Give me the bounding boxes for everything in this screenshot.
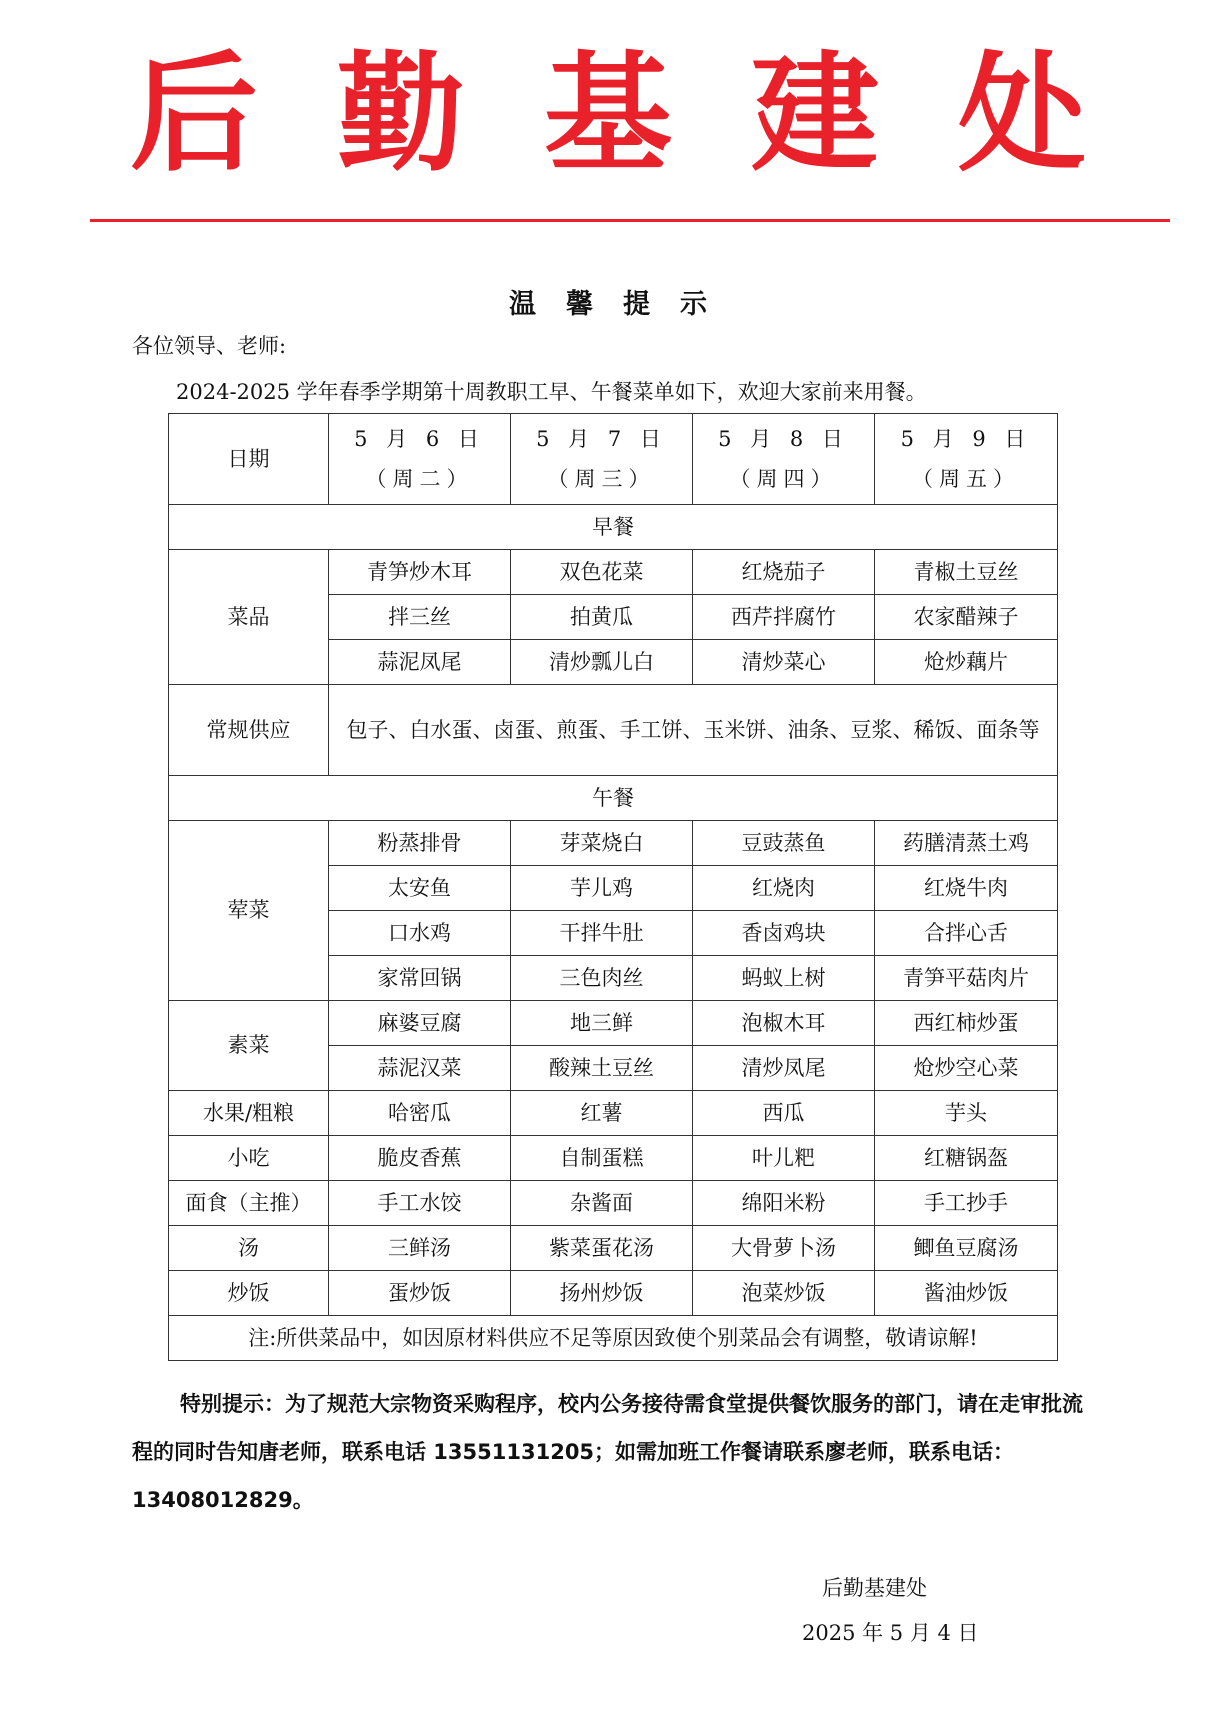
menu-table	[168, 413, 1058, 1361]
dish-cell: 拍黄瓜	[511, 595, 693, 640]
dish-cell: 紫菜蛋花汤	[511, 1226, 693, 1271]
regular-supply-text: 包子、白水蛋、卤蛋、煎蛋、手工饼、玉米饼、油条、豆浆、稀饭、面条等	[329, 685, 1058, 776]
letterhead-title	[0, 40, 1216, 190]
date-text: 5 月 9 日	[900, 426, 1032, 451]
dish-cell: 青笋炒木耳	[329, 550, 511, 595]
table-note: 注:所供菜品中，如因原材料供应不足等原因致使个别菜品会有调整，敬请谅解!	[169, 1316, 1058, 1361]
meat-label: 荤菜	[169, 821, 329, 1001]
date-cell	[693, 414, 875, 505]
letterhead-char: 处	[957, 40, 1086, 189]
dish-cell: 豆豉蒸鱼	[693, 821, 875, 866]
dish-cell: 清炒菜心	[693, 640, 875, 685]
dish-cell: 药膳清蒸土鸡	[875, 821, 1058, 866]
date-text: 5 月 7 日	[536, 426, 667, 451]
dish-cell: 双色花菜	[511, 550, 693, 595]
dish-cell: 香卤鸡块	[693, 911, 875, 956]
dish-cell: 手工抄手	[875, 1181, 1058, 1226]
dish-cell: 地三鲜	[511, 1001, 693, 1046]
dish-cell: 青椒土豆丝	[875, 550, 1058, 595]
signature-org: 后勤基建处	[822, 1576, 927, 1600]
dish-cell: 哈密瓜	[329, 1091, 511, 1136]
dish-cell: 炝炒藕片	[875, 640, 1058, 685]
row-label: 面食（主推）	[169, 1181, 329, 1226]
dish-cell: 三鲜汤	[329, 1226, 511, 1271]
letterhead-divider	[90, 219, 1170, 222]
dish-cell: 三色肉丝	[511, 956, 693, 1001]
dish-cell: 合拌心舌	[875, 911, 1058, 956]
table-row	[169, 1091, 1058, 1136]
table-row	[169, 821, 1058, 866]
dish-cell: 拌三丝	[329, 595, 511, 640]
row-label: 炒饭	[169, 1271, 329, 1316]
dish-cell: 脆皮香蕉	[329, 1136, 511, 1181]
letterhead-char: 勤	[336, 40, 465, 189]
dish-cell: 绵阳米粉	[693, 1181, 875, 1226]
lunch-heading: 午餐	[169, 776, 1058, 821]
greeting: 各位领导、老师:	[132, 334, 287, 358]
letterhead-char: 基	[543, 40, 672, 189]
date-cell	[875, 414, 1058, 505]
row-label: 水果/粗粮	[169, 1091, 329, 1136]
dish-cell: 大骨萝卜汤	[693, 1226, 875, 1271]
dish-cell: 口水鸡	[329, 911, 511, 956]
dish-cell: 西芹拌腐竹	[693, 595, 875, 640]
dish-cell: 太安鱼	[329, 866, 511, 911]
section-row	[169, 776, 1058, 821]
dish-cell: 芋儿鸡	[511, 866, 693, 911]
breakfast-heading: 早餐	[169, 505, 1058, 550]
dish-cell: 杂酱面	[511, 1181, 693, 1226]
date-text: 5 月 8 日	[718, 426, 849, 451]
letterhead-char: 建	[750, 40, 879, 189]
dish-cell: 西红柿炒蛋	[875, 1001, 1058, 1046]
dish-cell: 家常回锅	[329, 956, 511, 1001]
date-cell	[329, 414, 511, 505]
dish-cell: 酸辣土豆丝	[511, 1046, 693, 1091]
date-text: 5 月 6 日	[354, 426, 485, 451]
row-label: 汤	[169, 1226, 329, 1271]
dish-cell: 自制蛋糕	[511, 1136, 693, 1181]
table-row	[169, 685, 1058, 776]
dish-cell: 红烧肉	[693, 866, 875, 911]
table-row	[169, 1226, 1058, 1271]
date-cell	[511, 414, 693, 505]
notice-title: 温馨提示	[509, 289, 737, 320]
dish-cell: 红烧茄子	[693, 550, 875, 595]
note-row	[169, 1316, 1058, 1361]
dish-cell: 西瓜	[693, 1091, 875, 1136]
dish-cell: 扬州炒饭	[511, 1271, 693, 1316]
date-row	[169, 414, 1058, 505]
row-label: 小吃	[169, 1136, 329, 1181]
dish-cell: 叶儿粑	[693, 1136, 875, 1181]
dish-cell: 农家醋辣子	[875, 595, 1058, 640]
special-notice: 特别提示：为了规范大宗物资采购程序，校内公务接待需食堂提供餐饮服务的部门，请在走审批流程的同时告知唐老师，联系电话 13551131205；如需加班工作餐请联系廖老师，联系电话：13408012829。	[132, 1392, 1083, 1512]
dish-cell: 红烧牛肉	[875, 866, 1058, 911]
dish-cell: 红糖锅盔	[875, 1136, 1058, 1181]
weekday-text: （周三）	[547, 467, 656, 491]
regular-supply-label: 常规供应	[169, 685, 329, 776]
dish-cell: 蚂蚁上树	[693, 956, 875, 1001]
dish-cell: 蒜泥汉菜	[329, 1046, 511, 1091]
dish-cell: 芽菜烧白	[511, 821, 693, 866]
letterhead-char: 后	[130, 40, 259, 189]
dish-cell: 清炒瓢儿白	[511, 640, 693, 685]
signature-date: 2025 年 5 月 4 日	[802, 1621, 979, 1645]
table-row	[169, 550, 1058, 595]
dish-cell: 手工水饺	[329, 1181, 511, 1226]
dish-cell: 炝炒空心菜	[875, 1046, 1058, 1091]
dish-cell: 青笋平菇肉片	[875, 956, 1058, 1001]
intro-text: 2024-2025 学年春季学期第十周教职工早、午餐菜单如下，欢迎大家前来用餐。	[176, 380, 927, 404]
dish-cell: 芋头	[875, 1091, 1058, 1136]
dish-cell: 红薯	[511, 1091, 693, 1136]
dish-cell: 泡椒木耳	[693, 1001, 875, 1046]
dish-cell: 泡菜炒饭	[693, 1271, 875, 1316]
dish-cell: 干拌牛肚	[511, 911, 693, 956]
dishes-label: 菜品	[169, 550, 329, 685]
table-row	[169, 1271, 1058, 1316]
date-label-cell: 日期	[169, 414, 329, 505]
section-row	[169, 505, 1058, 550]
weekday-text: （周五）	[912, 467, 1020, 491]
weekday-text: （周二）	[365, 467, 474, 491]
dish-cell: 清炒凤尾	[693, 1046, 875, 1091]
dish-cell: 酱油炒饭	[875, 1271, 1058, 1316]
table-row	[169, 1136, 1058, 1181]
dish-cell: 鲫鱼豆腐汤	[875, 1226, 1058, 1271]
dish-cell: 麻婆豆腐	[329, 1001, 511, 1046]
weekday-text: （周四）	[729, 467, 838, 491]
veg-label: 素菜	[169, 1001, 329, 1091]
table-row	[169, 1001, 1058, 1046]
dish-cell: 粉蒸排骨	[329, 821, 511, 866]
dish-cell: 蒜泥凤尾	[329, 640, 511, 685]
table-row	[169, 1181, 1058, 1226]
dish-cell: 蛋炒饭	[329, 1271, 511, 1316]
